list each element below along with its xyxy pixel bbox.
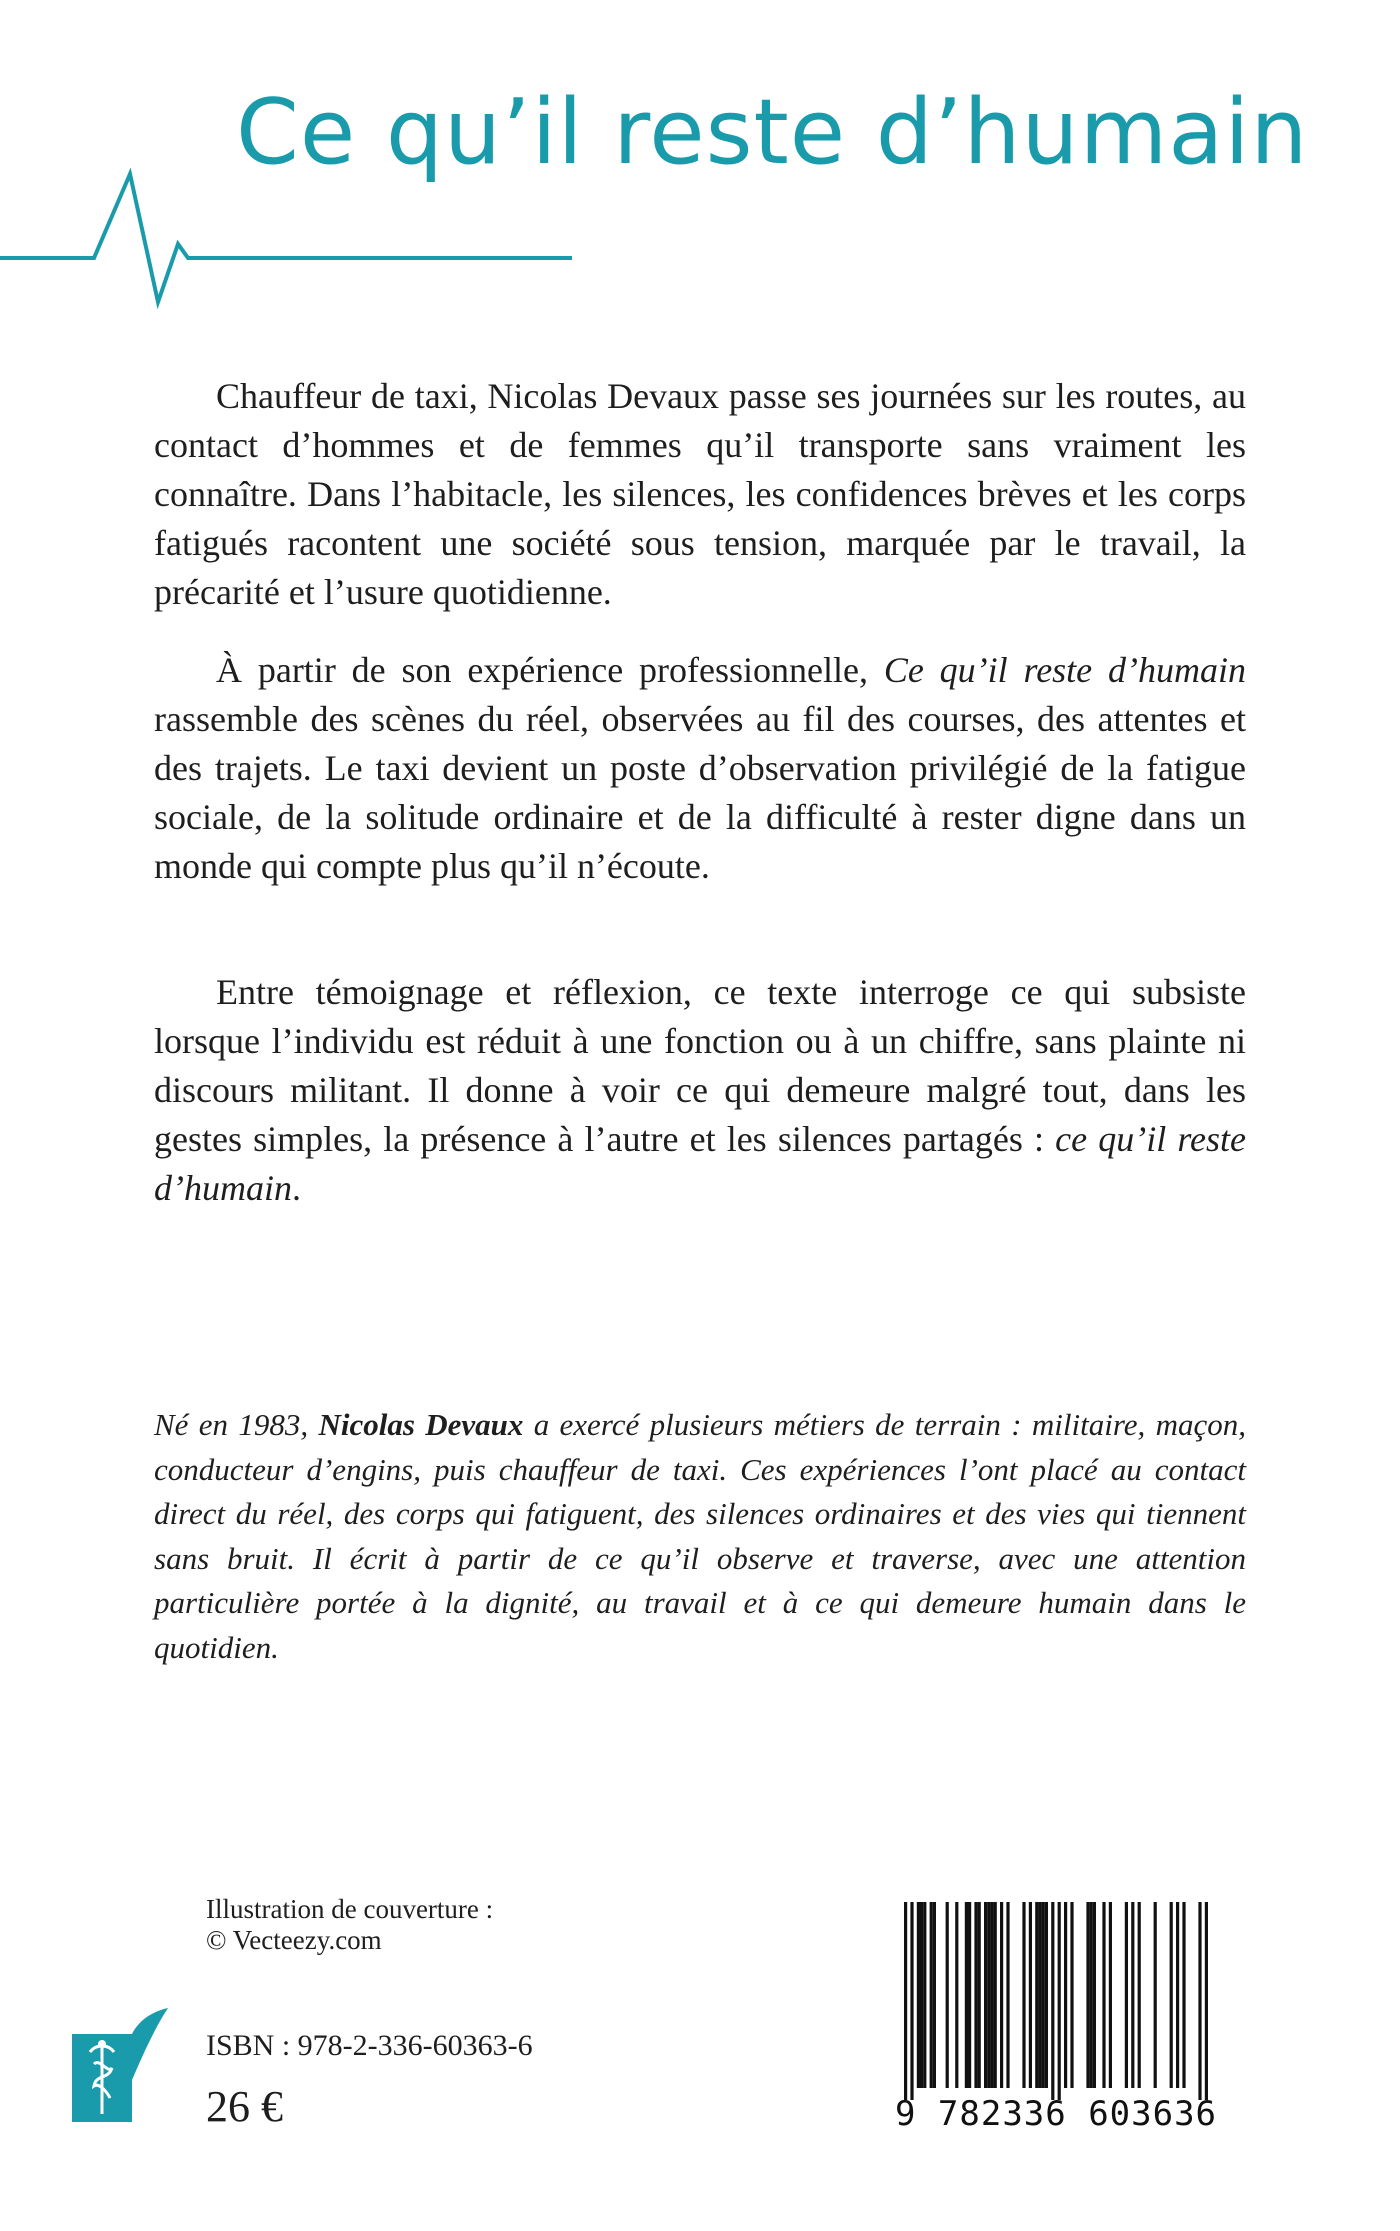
- barcode-bar: [1093, 1902, 1096, 2088]
- book-title: Ce qu’il reste d’humain: [236, 80, 1309, 185]
- barcode-bar: [1198, 1902, 1201, 2100]
- barcode-bar: [933, 1902, 936, 2088]
- heartbeat-line-icon: [0, 160, 580, 310]
- barcode-bar: [923, 1902, 926, 2088]
- barcode-bar: [910, 1902, 913, 2100]
- barcode: [868, 1900, 1244, 2140]
- blurb-p3-start: Entre témoignage et réflexion, ce texte interroge ce qui subsiste lorsque l’individu est réduit à une fonction ou à un chiffre, sans plainte ni discours militant. Il donne à voir ce qui demeure malgré tout, dans les gestes simples, la présence à l’autre et les silences partagés :: [154, 972, 1246, 1159]
- barcode-bar: [930, 1902, 933, 2088]
- barcode-bar: [1182, 1902, 1185, 2088]
- barcode-bar: [1090, 1902, 1093, 2088]
- barcode-bar: [1058, 1902, 1061, 2100]
- barcode-bar: [1070, 1902, 1073, 2088]
- barcode-bar: [1205, 1902, 1208, 2100]
- blurb-paragraph-1: [154, 372, 1246, 617]
- blurb-paragraph-2: [154, 646, 1246, 891]
- blurb-p1-text: Chauffeur de taxi, Nicolas Devaux passe ses journées sur les routes, au contact d’hommes et de femmes qu’il transporte sans vraiment les connaître. Dans l’habitacle, les silences, les confidences brèves et les corps fatigués racontent une société sous tension, marquée par le travail, la précarité et l’usure quotidienne.: [154, 376, 1246, 612]
- barcode-bar: [1006, 1902, 1009, 2088]
- barcode-bar: [1035, 1902, 1038, 2088]
- barcode-bar: [978, 1902, 981, 2088]
- barcode-digits: 9 782336 603636: [894, 2094, 1218, 2134]
- barcode-bar: [1029, 1902, 1032, 2088]
- barcode-bar: [920, 1902, 923, 2088]
- price: 26 €: [206, 2082, 283, 2131]
- barcode-bar: [1038, 1902, 1041, 2088]
- bio-rest: a exercé plusieurs métiers de terrain : militaire, maçon, conducteur d’engins, puis chauffeur de taxi. Ces expériences l’ont placé au contact direct du réel, des corps qui fatiguent, des silences ordinaires et des vies qui tiennent sans bruit. Il écrit à partir de ce qu’il observe et traverse, avec une attention particulière portée à la dignité, au travail et à ce qui demeure humain dans le quotidien.: [154, 1407, 1246, 1665]
- barcode-bar: [965, 1902, 968, 2088]
- barcode-bar: [917, 1902, 920, 2088]
- barcode-bar: [987, 1902, 990, 2088]
- blurb-paragraph-3: [154, 968, 1246, 1213]
- barcode-bar: [1064, 1902, 1067, 2088]
- barcode-bar: [990, 1902, 993, 2088]
- bio-start: Né en 1983,: [154, 1407, 319, 1442]
- barcode-bar: [1051, 1902, 1054, 2100]
- blurb-p3-end: .: [292, 1168, 301, 1208]
- blurb-p2-book-title: Ce qu’il reste d’humain: [883, 650, 1246, 690]
- barcode-bar: [1109, 1902, 1112, 2088]
- barcode-bar: [1154, 1902, 1157, 2088]
- author-name: Nicolas Devaux: [318, 1407, 524, 1442]
- blurb-p2-rest: rassemble des scènes du réel, observées au fil des courses, des attentes et des trajets. Le taxi devient un poste d’observation privilégié de la fatigue sociale, de la solitude ordinaire et de la difficulté à rester digne dans un monde qui compte plus qu’il n’écoute.: [154, 699, 1246, 886]
- barcode-bar: [1000, 1902, 1003, 2088]
- caduceus-quill-icon: [72, 2008, 170, 2122]
- barcode-bar: [955, 1902, 958, 2088]
- author-bio: [154, 1403, 1246, 1670]
- barcode-bar: [1086, 1902, 1089, 2088]
- barcode-bar: [968, 1902, 971, 2088]
- barcode-bar: [974, 1902, 977, 2088]
- barcode-bar: [1138, 1902, 1141, 2088]
- barcode-bar: [984, 1902, 987, 2088]
- cover-illustration-credit: [206, 1894, 493, 1956]
- barcode-bar: [904, 1902, 907, 2100]
- barcode-bar: [1022, 1902, 1025, 2088]
- barcode-bar: [1045, 1902, 1048, 2088]
- barcode-bar: [1170, 1902, 1173, 2088]
- credit-source: © Vecteezy.com: [206, 1925, 382, 1955]
- isbn: ISBN : 978-2-336-60363-6: [206, 2029, 533, 2062]
- barcode-bar: [1131, 1902, 1134, 2088]
- blurb-p2-start: À partir de son expérience professionnelle,: [216, 650, 884, 690]
- credit-label: Illustration de couverture :: [206, 1894, 494, 1924]
- barcode-bar: [946, 1902, 949, 2088]
- blurb-p3-book-title: ce qu’il reste d’humain: [154, 1119, 1246, 1208]
- barcode-bar: [1042, 1902, 1045, 2088]
- barcode-bar: [994, 1902, 997, 2088]
- barcode-bar: [1102, 1902, 1105, 2088]
- barcode-bar: [1125, 1902, 1128, 2088]
- barcode-bar: [1176, 1902, 1179, 2088]
